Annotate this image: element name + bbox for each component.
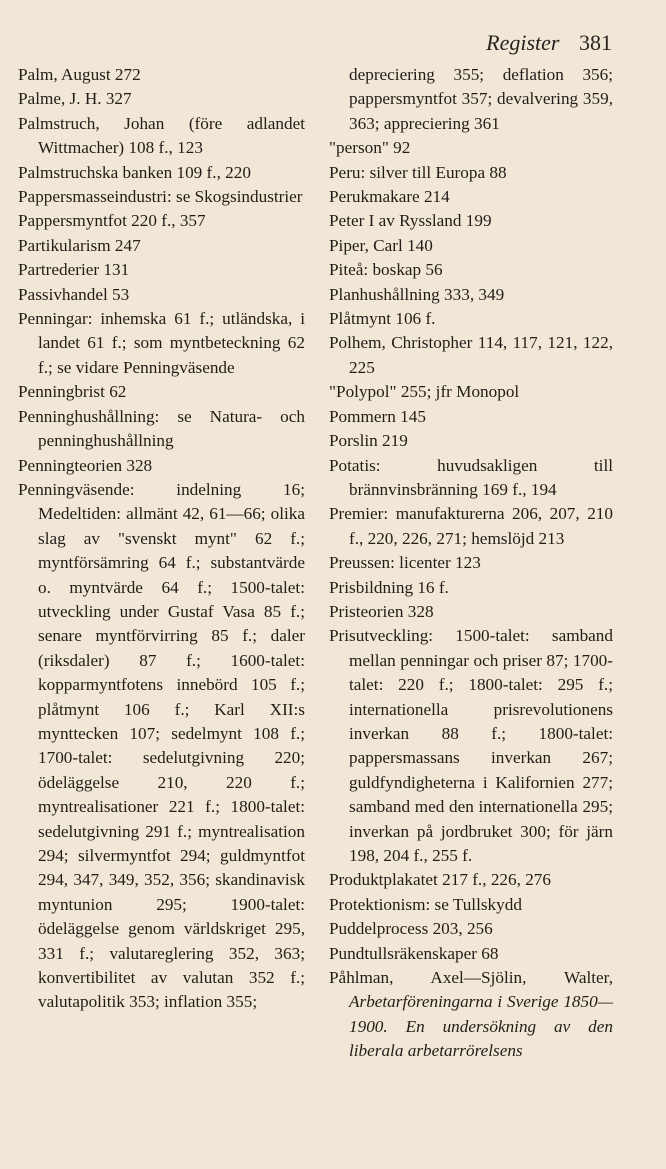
index-entry: Passivhandel 53 [18, 284, 130, 304]
index-entry: Penningar: inhemska 61 f.; utländska, i landet 61 f.; som myntbeteckning 62 f.; se vidare Penningväsende [18, 309, 305, 377]
index-entry: Piteå: boskap 56 [329, 260, 443, 280]
index-entry: Partrederier 131 [18, 260, 130, 280]
index-entry: Penningbrist 62 [18, 382, 127, 402]
index-entry-last [329, 966, 613, 1064]
index-entry: Puddelprocess 203, 256 [329, 919, 493, 939]
index-entry: Palme, J. H. 327 [18, 89, 132, 109]
index-entry: Pappersmasseindustri: se Skogsindustrier [18, 187, 303, 207]
page-number: 381 [579, 30, 612, 55]
index-entry: "person" 92 [329, 138, 411, 158]
index-entry: Porslin 219 [329, 431, 408, 451]
running-title: Register [486, 30, 560, 55]
index-entry: Prisbildning 16 f. [329, 577, 449, 597]
index-entry: Palm, August 272 [18, 65, 141, 84]
index-entry: Prisutveckling: 1500-talet: samband mellan penningar och priser 87; 1700-talet: 220 f.; 1800-talet: 295 f.; internationella prisrevolutionens inverkan 88 f.; 1800-talet: pappersmassans inverkan 267; guldfyndigheterna i Kalifornien 277; samband med den internationella 295; inverkan på jordbruket 300; för järn 198, 204 f., 255 f. [329, 626, 613, 865]
index-entry: Piper, Carl 140 [329, 235, 433, 255]
index-entry: Protektionism: se Tullskydd [329, 894, 522, 914]
index-entry: Premier: manufakturerna 206, 207, 210 f., 220, 226, 271; hemslöjd 213 [329, 504, 613, 548]
index-entry: Pommern 145 [329, 406, 426, 426]
entry-book-title: Arbetarföreningarna i Sverige 1850—1900. En undersökning av den liberala arbetarrörelsens [349, 992, 613, 1061]
index-entry-continuation: depreciering 355; deflation 356; pappersmyntfot 357; devalvering 359, 363; appreciering 361 [349, 65, 613, 133]
index-entry: Preussen: licenter 123 [329, 553, 481, 573]
index-entry: Palmstruchska banken 109 f., 220 [18, 162, 251, 182]
index-entry: Partikularism 247 [18, 235, 141, 255]
entry-author: Påhlman, Axel—Sjölin, Walter, [329, 968, 613, 988]
page-header [486, 30, 612, 56]
index-entry: Polhem, Christopher 114, 117, 121, 122, 225 [329, 333, 613, 377]
index-entry: Penningväsende: indelning 16; Medeltiden: allmänt 42, 61—66; olika slag av "svenskt mynt" 62 f.; myntförsämring 64 f.; substantvärde o. myntvärde 64 f.; 1500-talet: utveckling under Gustaf Vasa 85 f.; senare myntförvirring 85 f.; daler (riksdaler) 87 f.; 1600-talet: kopparmyntfotens innebörd 105 f.; plåtmynt 106 f.; Karl XII:s mynttecken 107; sedelmynt 108 f.; 1700-talet: sedelutgivning 220; ödeläggelse 210, 220 f.; myntrealisationer 221 f.; 1800-talet: sedelutgivning 291 f.; myntrealisation 294; silvermyntfot 294; guldmyntfot 294, 347, 349, 352, 356; skandinavisk myntunion 295; 1900-talet: ödeläggelse genom världskriget 295, 331 f.; valutareglering 352, 363; konvertibilitet av valutan 352 f.; valutapolitik 353; inflation 355; [18, 479, 305, 1012]
index-entry: Pristeorien 328 [329, 601, 434, 621]
index-entry: Penningteorien 328 [18, 455, 153, 475]
index-entry: Peru: silver till Europa 88 [329, 162, 507, 182]
index-entry: Planhushållning 333, 349 [329, 284, 505, 304]
index-entry: Plåtmynt 106 f. [329, 309, 436, 329]
index-column-right [329, 63, 613, 1064]
index-entry: "Polypol" 255; jfr Monopol [329, 382, 520, 402]
index-entry: Pappersmyntfot 220 f., 357 [18, 211, 206, 231]
index-column-left [18, 63, 305, 1015]
index-entry: Pundtullsräkenskaper 68 [329, 943, 499, 963]
index-entry: Peter I av Ryssland 199 [329, 211, 492, 231]
index-entry: Penninghushållning: se Natura- och penninghushållning [18, 406, 305, 451]
index-entry: Perukmakare 214 [329, 187, 450, 207]
index-entry: Potatis: huvudsakligen till brännvinsbränning 169 f., 194 [329, 455, 613, 499]
index-entry: Palmstruch, Johan (före adlandet Wittmacher) 108 f., 123 [18, 113, 305, 158]
index-entry: Produktplakatet 217 f., 226, 276 [329, 870, 551, 890]
